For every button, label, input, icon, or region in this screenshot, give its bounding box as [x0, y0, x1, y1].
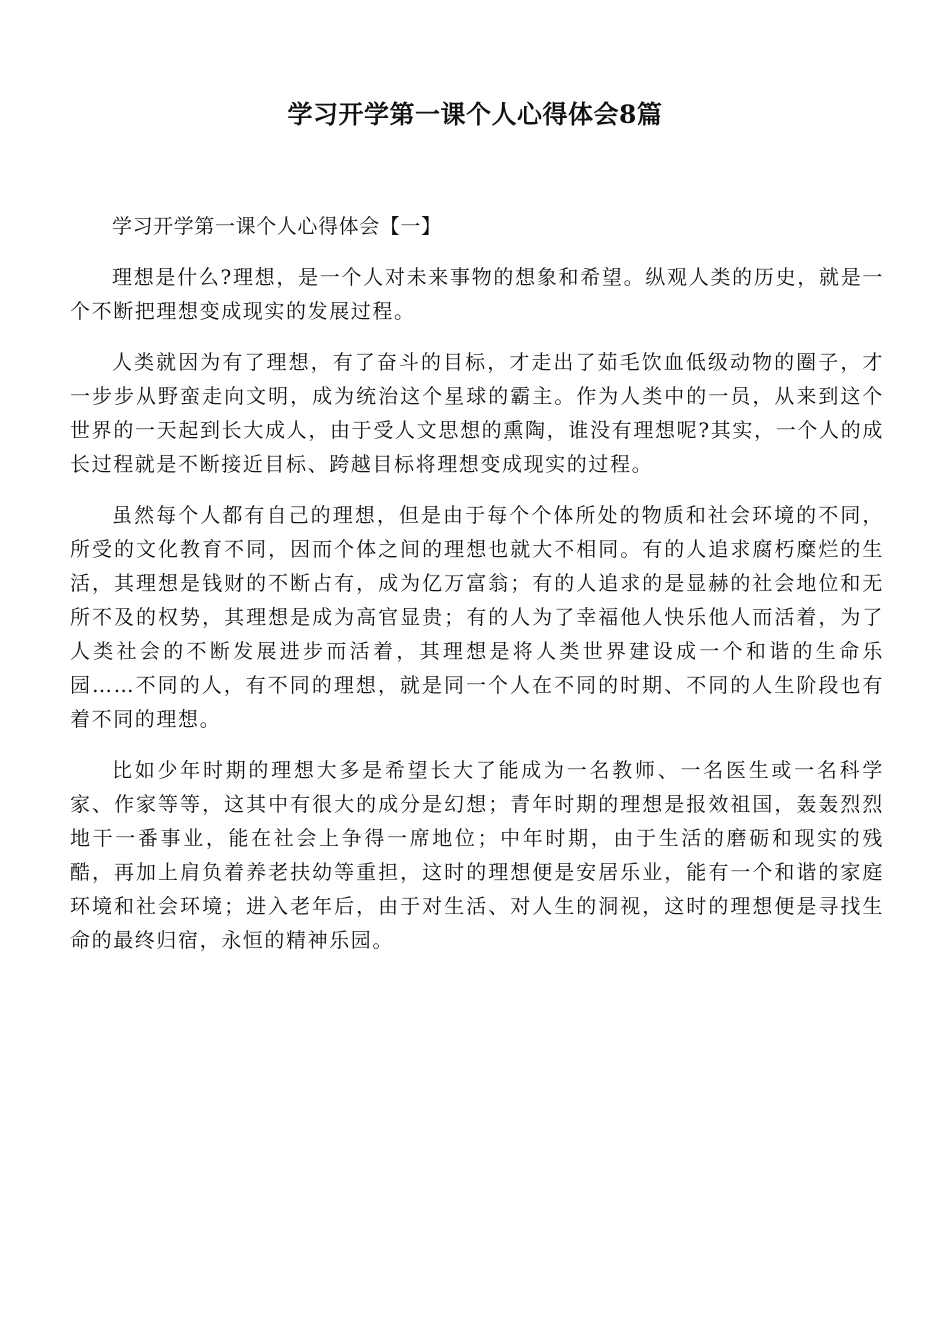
document-body [70, 209, 884, 957]
paragraph-1: 理想是什么?理想，是一个人对未来事物的想象和希望。纵观人类的历史，就是一个不断把理想变成现实的发展过程。 [70, 265, 884, 323]
section-heading: 学习开学第一课个人心得体会【一】 [112, 214, 442, 238]
paragraph-3: 虽然每个人都有自己的理想，但是由于每个个体所处的物质和社会环境的不同，所受的文化教育不同，因而个体之间的理想也就大不相同。有的人追求腐朽糜烂的生活，其理想是钱财的不断占有，成为亿万富翁；有的人追求的是显赫的社会地位和无所不及的权势，其理想是成为高官显贵；有的人为了幸福他人快乐他人而活着，为了人类社会的不断发展进步而活着，其理想是将人类世界建设成一个和谐的生命乐园……不同的人，有不同的理想，就是同一个人在不同的时期、不同的人生阶段也有着不同的理想。 [70, 503, 884, 731]
paragraph-4: 比如少年时期的理想大多是希望长大了能成为一名教师、一名医生或一名科学家、作家等等，这其中有很大的成分是幻想；青年时期的理想是报效祖国，轰轰烈烈地干一番事业，能在社会上争得一席地位；中年时期，由于生活的磨砺和现实的残酷，再加上肩负着养老扶幼等重担，这时的理想便是安居乐业，能有一个和谐的家庭环境和社会环境；进入老年后，由于对生活、对人生的洞视，这时的理想便是寻找生命的最终归宿，永恒的精神乐园。 [70, 758, 884, 952]
document-title: 学习开学第一课个人心得体会8篇 [287, 100, 663, 129]
paragraph-2: 人类就因为有了理想，有了奋斗的目标，才走出了茹毛饮血低级动物的圈子，才一步步从野蛮走向文明，成为统治这个星球的霸主。作为人类中的一员，从来到这个世界的一天起到长大成人，由于受人文思想的熏陶，谁没有理想呢?其实，一个人的成长过程就是不断接近目标、跨越目标将理想变成现实的过程。 [70, 350, 884, 476]
